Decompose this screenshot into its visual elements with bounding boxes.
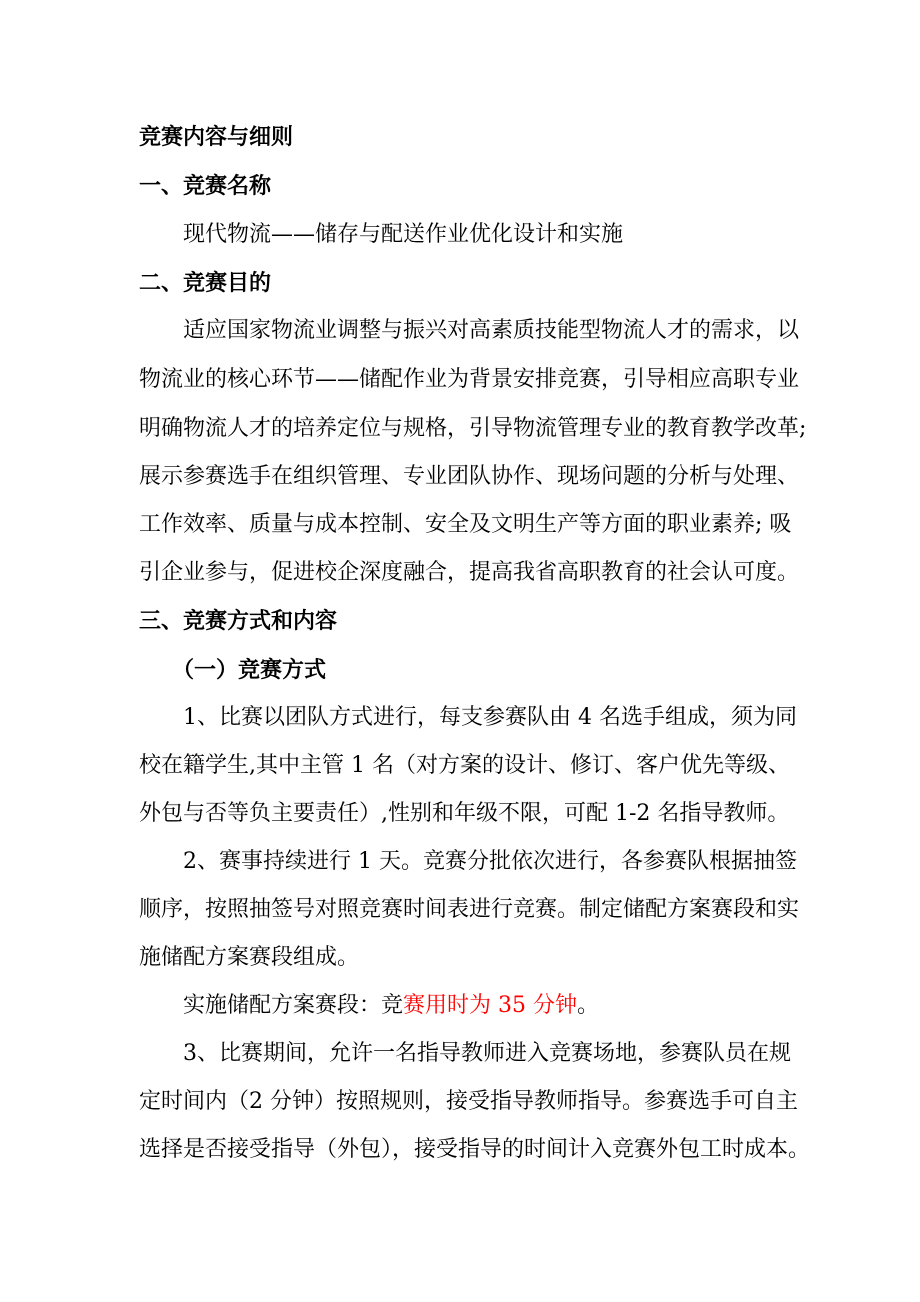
section-2-line: 明确物流人才的培养定位与规格，引导物流管理专业的教育教学改革; (139, 416, 807, 441)
item-1-line: 校在籍学生,其中主管 1 名（对方案的设计、修订、客户优先等级、 (139, 753, 790, 778)
section-3-heading: 三、竞赛方式和内容 (139, 608, 338, 634)
item-2-line: 施储配方案赛段组成。 (139, 945, 360, 970)
document-title: 竞赛内容与细则 (139, 124, 294, 150)
item-3-line: 3、比赛期间，允许一名指导教师进入竞赛场地，参赛队员在规 (183, 1041, 791, 1066)
section-2-line: 展示参赛选手在组织管理、专业团队协作、现场问题的分析与处理、 (139, 464, 800, 489)
stage-duration-suffix: 。 (577, 993, 600, 1018)
section-1-heading: 一、竞赛名称 (139, 173, 272, 199)
item-3-line: 选择是否接受指导（外包），接受指导的时间计入竞赛外包工时成本。 (139, 1137, 811, 1162)
item-2-line: 2、赛事持续进行 1 天。竞赛分批依次进行，各参赛队根据抽签 (183, 849, 797, 874)
item-3-line: 定时间内（2 分钟）按照规则，接受指导教师指导。参赛选手可自主 (139, 1089, 798, 1114)
section-2-heading: 二、竞赛目的 (139, 270, 272, 296)
item-1-line: 1、比赛以团队方式进行，每支参赛队由 4 名选手组成，须为同 (183, 705, 797, 730)
item-2-line: 顺序，按照抽签号对照竞赛时间表进行竞赛。制定储配方案赛段和实 (139, 897, 800, 922)
stage-duration-line (183, 992, 599, 1020)
subsection-heading: （一）竞赛方式 (172, 657, 327, 683)
item-1-line: 外包与否等负主要责任）,性别和年级不限，可配 1-2 名指导教师。 (139, 801, 790, 826)
stage-duration-prefix: 实施储配方案赛段：竞 (183, 993, 404, 1018)
section-2-line: 工作效率、质量与成本控制、安全及文明生产等方面的职业素养; 吸 (139, 512, 792, 537)
stage-duration-highlight: 赛用时为 35 分钟 (403, 993, 577, 1018)
section-1-body: 现代物流——储存与配送作业优化设计和实施 (183, 222, 624, 247)
section-2-line: 适应国家物流业调整与振兴对高素质技能型物流人才的需求，以 (183, 318, 800, 343)
section-2-line: 引企业参与，促进校企深度融合，提高我省高职教育的社会认可度。 (139, 560, 800, 585)
section-2-line: 物流业的核心环节——储配作业为背景安排竞赛，引导相应高职专业 (139, 367, 800, 392)
